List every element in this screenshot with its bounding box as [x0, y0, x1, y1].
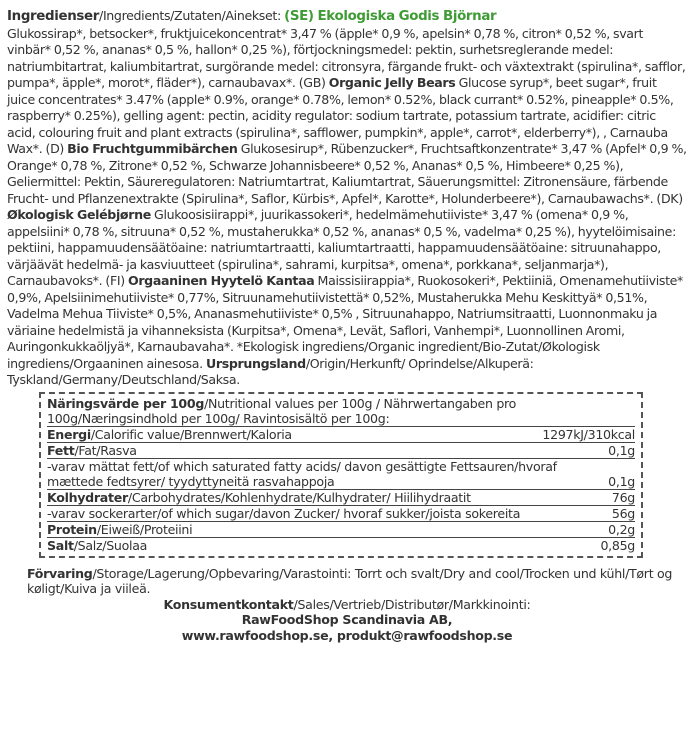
nutrition-header — [47, 396, 635, 427]
origin-label: Ursprungsland — [205, 355, 306, 371]
nutrition-row-energy — [47, 427, 635, 443]
nutrition-row-protein — [47, 522, 635, 538]
nutrient-value: 76g — [611, 489, 635, 505]
nutrition-header-translations: /Nutritional values per 100g / Nährwertangaben pro 100g/Næringsindhold per 100g/ Ravintosisältö per 100g: — [47, 395, 517, 426]
fi-product-name: Orgaaninen Hyytelö Kantaa — [127, 273, 315, 288]
nutrient-name: Fett — [47, 442, 75, 458]
nutrient-translations: /Calorific value/Brennwert/Kaloria — [90, 426, 292, 442]
storage-text: /Storage/Lagerung/Opbevaring/Varastointi: Torrt och svalt/Dry and cool/Trocken und kühl/Tørt og køligt/Kuiva ja viileä. — [27, 565, 673, 596]
nutrient-name: Kolhydrater — [47, 489, 128, 505]
nutrient-translations: -varav mättat fett/of which saturated fatty acids/ davon gesättigte Fettsauren/hvoraf mættede fedtsyrer/ tyydyttyneitä rasvahappoja — [47, 458, 557, 489]
nutrient-name: Protein — [47, 521, 97, 537]
contact-translations: /Sales/Vertrieb/Distributør/Markkinointi: — [293, 596, 531, 612]
nutrition-row-sugars — [47, 506, 635, 522]
se-product-name: (SE) Ekologiska Godis Björnar — [284, 9, 497, 24]
ingredients-title: Ingredienser — [7, 9, 100, 24]
nutrient-translations: /Fat/Rasva — [74, 442, 137, 458]
de-product-name: Bio Fruchtgummibärchen — [67, 141, 238, 156]
nutrient-translations: /Carbohydrates/Kohlenhydrate/Kulhydrater/ Hiilihydraatit — [127, 489, 471, 505]
contact-web-email: www.rawfoodshop.se, produkt@rawfoodshop.se — [181, 627, 513, 643]
consumer-contact — [7, 597, 687, 644]
dk-ingredients: Glukoosisiirappi*, juurikassokeri*, hedelmämehutiiviste* 3,47 % (omena* 0,9 %, appelsiini* 0,78 %, sitruuna* 0,52 %, mustaherukka* 0,52 %, ananas* 0,5 %, vadelma* 0,25 %), hyytelöimisaine: pektiini, happamuudensäätöaine: natriumtartraatti, kaliumtartraatti, happamuudensäätöaine: sitruunahappo, värjäävät hedelmä- ja kasviuutteet (spirulina*, sahrami, kurpitsa*, omena*, porkkana*, seljanmarja*), Carnaubavoks*. (FI) — [7, 207, 676, 288]
nutrient-value: 0,85g — [600, 537, 635, 553]
se-ingredients: Glukossirap*, betsocker*, fruktjuicekoncentrat* 3,47 % (äpple* 0,9 %, apelsin* 0,78 %, citron* 0,52 %, svart vinbär* 0,52 %, ananas* 0,5 %, hallon* 0,25 %), förtjockningsmedel: pektin, surhetsreglerande medel: natriumbitartrat, kaliumbitartrat, surgörande medel: citronsyra, färgande frukt- och växtextrakt (spirulina*, safflor, pumpa*, äpple*, morot*, fläder*), carnaubavax*. (GB) — [7, 25, 686, 90]
nutrition-row-salt — [47, 538, 635, 553]
company-name: RawFoodShop Scandinavia AB, — [241, 612, 453, 627]
origin-text: /Origin/Herkunft/ Oprindelse/Alkuperä: Tyskland/Germany/Deutschland/Saksa. — [7, 355, 534, 387]
de-ingredients: Glukosesirup*, Rübenzucker*, Fruchtsaftkonzentrate* 3,47 % (Apfel* 0,9 %, Orange* 0,78 %, Zitrone* 0,52 %, Schwarze Johannisbeere* 0,52 %, Ananas* 0,5 %, Himbeere* 0,25 %), Geliermittel: Pektin, Säureregulatoren: Natriumtartrat, Kaliumtartrat, Säuerungsmittel: Zitronensäure, färbende Frucht- und Pflanzenextrakte (Spirulina*, Saflor, Kürbis*, Apfel*, Karotte*, Holunderbeere*), Carnaubawachs*. (DK) — [7, 141, 687, 206]
gb-ingredients: Glucose syrup*, beet sugar*, fruit juice concentrates* 3.47% (apple* 0.9%, orange* 0.78%, lemon* 0.52%, black currant* 0.52%, pineapple* 0.5%, raspberry* 0.25%), gelling agent: pectin, acidity regulator: sodium tartrate, potassium tartrate, acidifier: citric acid, colouring fruit and plant extracts (spirulina*, safflower, pumpkin*, apple*, carrot*, elderberry*), , Carnauba Wax*. (D) — [7, 75, 674, 156]
nutrient-translations: /Eiweiß/Proteiini — [96, 521, 193, 537]
nutrient-translations: /Salz/Suolaa — [73, 537, 148, 553]
storage-paragraph — [27, 566, 687, 597]
nutrition-row-saturated-fat — [47, 459, 635, 490]
nutrition-row-carbohydrates — [47, 490, 635, 506]
nutrient-value: 0,1g — [608, 442, 635, 458]
nutrient-value: 56g — [611, 505, 635, 521]
nutrient-value: 1297kJ/310kcal — [542, 426, 635, 442]
nutrition-table — [39, 392, 643, 558]
storage-label: Förvaring — [27, 565, 93, 581]
nutrient-translations: -varav sockerarter/of which sugar/davon Zucker/ hvoraf sukker/joista sokereita — [47, 505, 521, 521]
nutrient-value: 0,1g — [608, 473, 635, 489]
nutrition-row-fat — [47, 443, 635, 459]
nutrient-value: 0,2g — [608, 521, 635, 537]
dk-product-name: Økologisk Gelébjørne — [7, 207, 151, 222]
fi-ingredients: Maissisiirappia*, Ruokosokeri*, Pektiiniä, Omenamehutiiviste* 0,9%, Apelsiinimehutiiviste* 0,77%, Sitruunamehutiivistettä* 0,52%, Mustaherukka Mehu Keskittyä* 0,51%, Vadelma Mehua Tiiviste* 0,5%, Ananasmehutiiviste* 0,5% , Sitruunahappo, Natriumsitraatti, Luonnonmaku ja väriaine hedelmistä ja vihanneksista (Kurpitsa*, Omena*, Levät, Saflori, Vanhempi*, Luonnollinen Aromi, Auringonkukkaöljyä*, Karnaubavaha*. *Ekologisk ingrediens/Organic ingredient/Bio-Zutat/Økologisk ingrediens/Orgaaninen ainesosa. — [7, 273, 683, 371]
ingredients-title-translations: /Ingredients/Zutaten/Ainekset: — [99, 8, 285, 23]
contact-label: Konsumentkontakt — [163, 596, 294, 612]
nutrient-name: Salt — [47, 537, 74, 553]
gb-product-name: Organic Jelly Bears — [328, 75, 456, 90]
nutrition-header-label: Näringsvärde per 100g — [47, 395, 205, 411]
ingredients-paragraph — [7, 8, 687, 389]
nutrient-name: Energi — [47, 426, 91, 442]
